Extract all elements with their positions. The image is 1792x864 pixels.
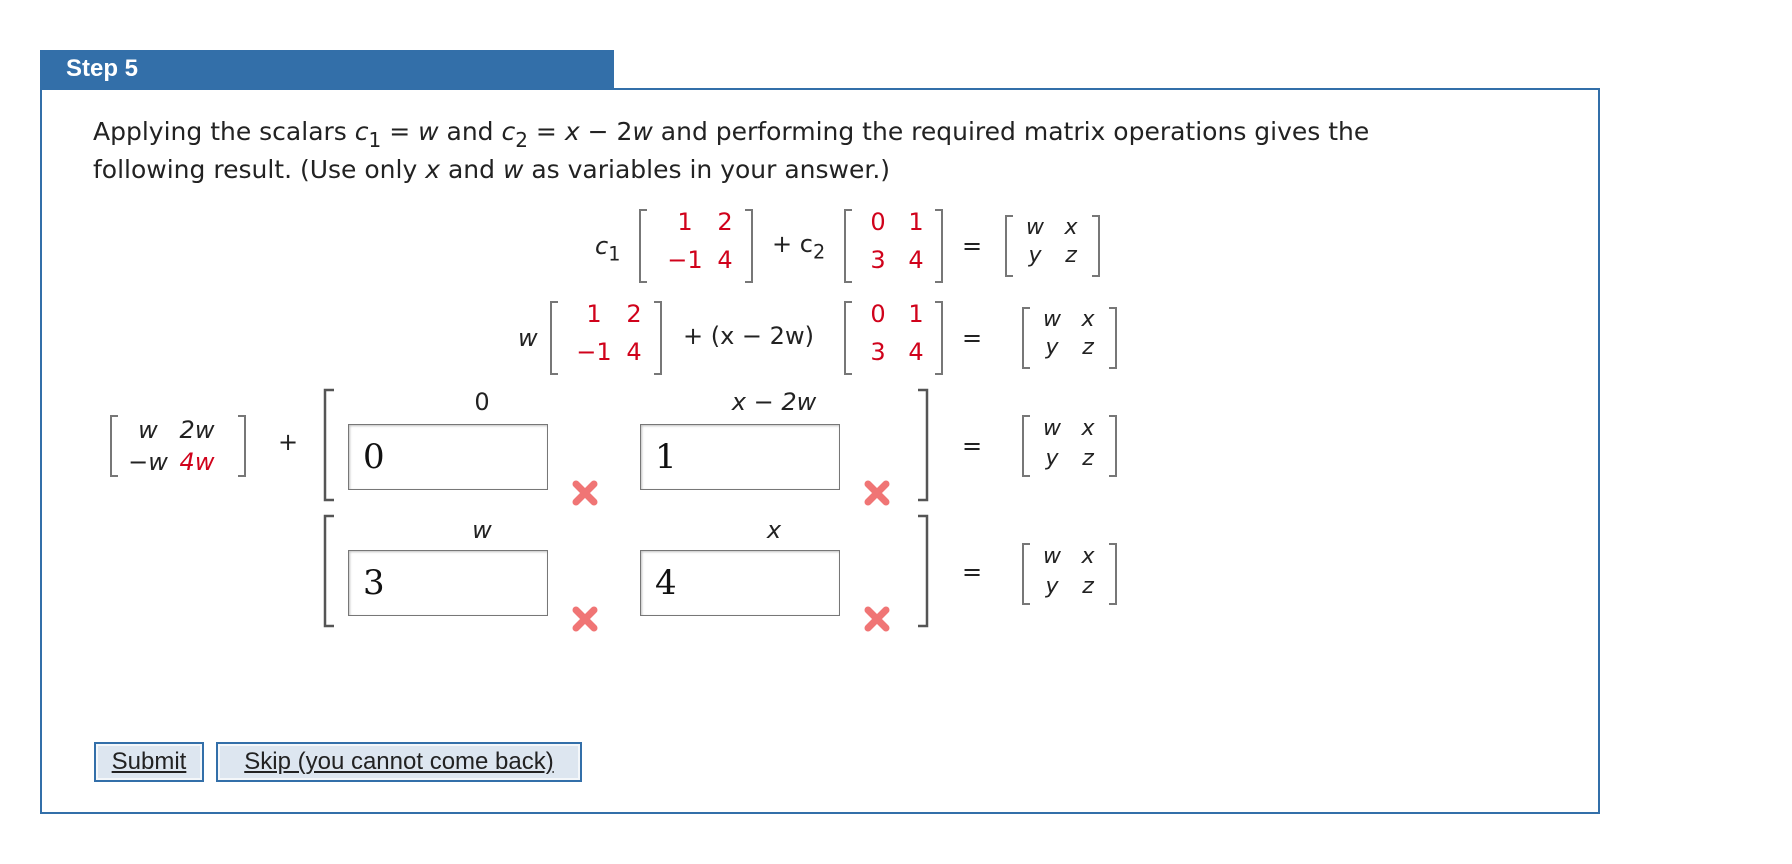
- bracket-right: [1090, 214, 1102, 278]
- bracket-left: [548, 300, 560, 376]
- column-header-x-minus-2w: x − 2w: [731, 388, 817, 416]
- bracket-right: [916, 388, 930, 502]
- answer-input-a21[interactable]: [348, 550, 548, 616]
- result-matrix-row1: w x y z: [1026, 215, 1078, 268]
- bracket-left: [108, 414, 120, 478]
- bracket-left: [1020, 414, 1032, 478]
- bracket-left: [1003, 214, 1015, 278]
- column-header-0: 0: [474, 388, 490, 416]
- answer-input-a22[interactable]: [640, 550, 840, 616]
- w-matrix: w 2w −w 4w: [128, 416, 215, 476]
- incorrect-x-icon: [570, 604, 600, 634]
- equals-sign: =: [962, 324, 983, 352]
- bracket-right: [916, 514, 930, 628]
- incorrect-x-icon: [862, 478, 892, 508]
- bracket-right: [1107, 542, 1119, 606]
- bracket-left: [842, 208, 854, 284]
- matrix-a-row1: 1 2 −1 4: [667, 208, 733, 274]
- bracket-right: [1107, 414, 1119, 478]
- plus-sign: +: [278, 428, 299, 456]
- result-matrix-row4: w x y z: [1043, 544, 1095, 599]
- result-matrix-row2: w x y z: [1043, 307, 1095, 360]
- answer-input-a12[interactable]: [640, 424, 840, 490]
- bracket-left: [842, 300, 854, 376]
- c1-scalar: $c_1$: [595, 232, 621, 266]
- c2-scalar: + $c_2$: [772, 230, 826, 264]
- w-scalar: w: [518, 324, 538, 352]
- bracket-left: [1020, 306, 1032, 370]
- bracket-right: [652, 300, 664, 376]
- bracket-left: [322, 388, 336, 502]
- matrix-a-row2: 1 2 −1 4: [576, 300, 642, 366]
- bracket-right: [933, 208, 945, 284]
- result-matrix-row3: w x y z: [1043, 416, 1095, 471]
- bracket-right: [743, 208, 755, 284]
- bracket-left: [637, 208, 649, 284]
- bracket-left: [322, 514, 336, 628]
- equals-sign: =: [962, 558, 983, 586]
- step-title: Step 5: [40, 50, 614, 88]
- matrix-b-row2: 0 1 3 4: [870, 300, 924, 366]
- incorrect-x-icon: [862, 604, 892, 634]
- matrix-b-row1: 0 1 3 4: [870, 208, 924, 274]
- bracket-right: [236, 414, 248, 478]
- column-header-w: w: [472, 516, 492, 544]
- bracket-left: [1020, 542, 1032, 606]
- equals-sign: =: [962, 232, 983, 260]
- skip-button[interactable]: Skip (you cannot come back): [216, 742, 582, 782]
- bracket-right: [1107, 306, 1119, 370]
- equals-sign: =: [962, 432, 983, 460]
- x-minus-2w-scalar: + (x − 2w): [683, 322, 814, 350]
- column-header-x: x: [766, 516, 782, 544]
- submit-button[interactable]: Submit: [94, 742, 204, 782]
- incorrect-x-icon: [570, 478, 600, 508]
- bracket-right: [933, 300, 945, 376]
- answer-input-a11[interactable]: [348, 424, 548, 490]
- instructions: Applying the scalars $c_1 = w$ and $c_2 = x - 2w$ and performing the required matrix operations gives the following result. (Use only x and w as variables in your answer.): [93, 117, 1370, 184]
